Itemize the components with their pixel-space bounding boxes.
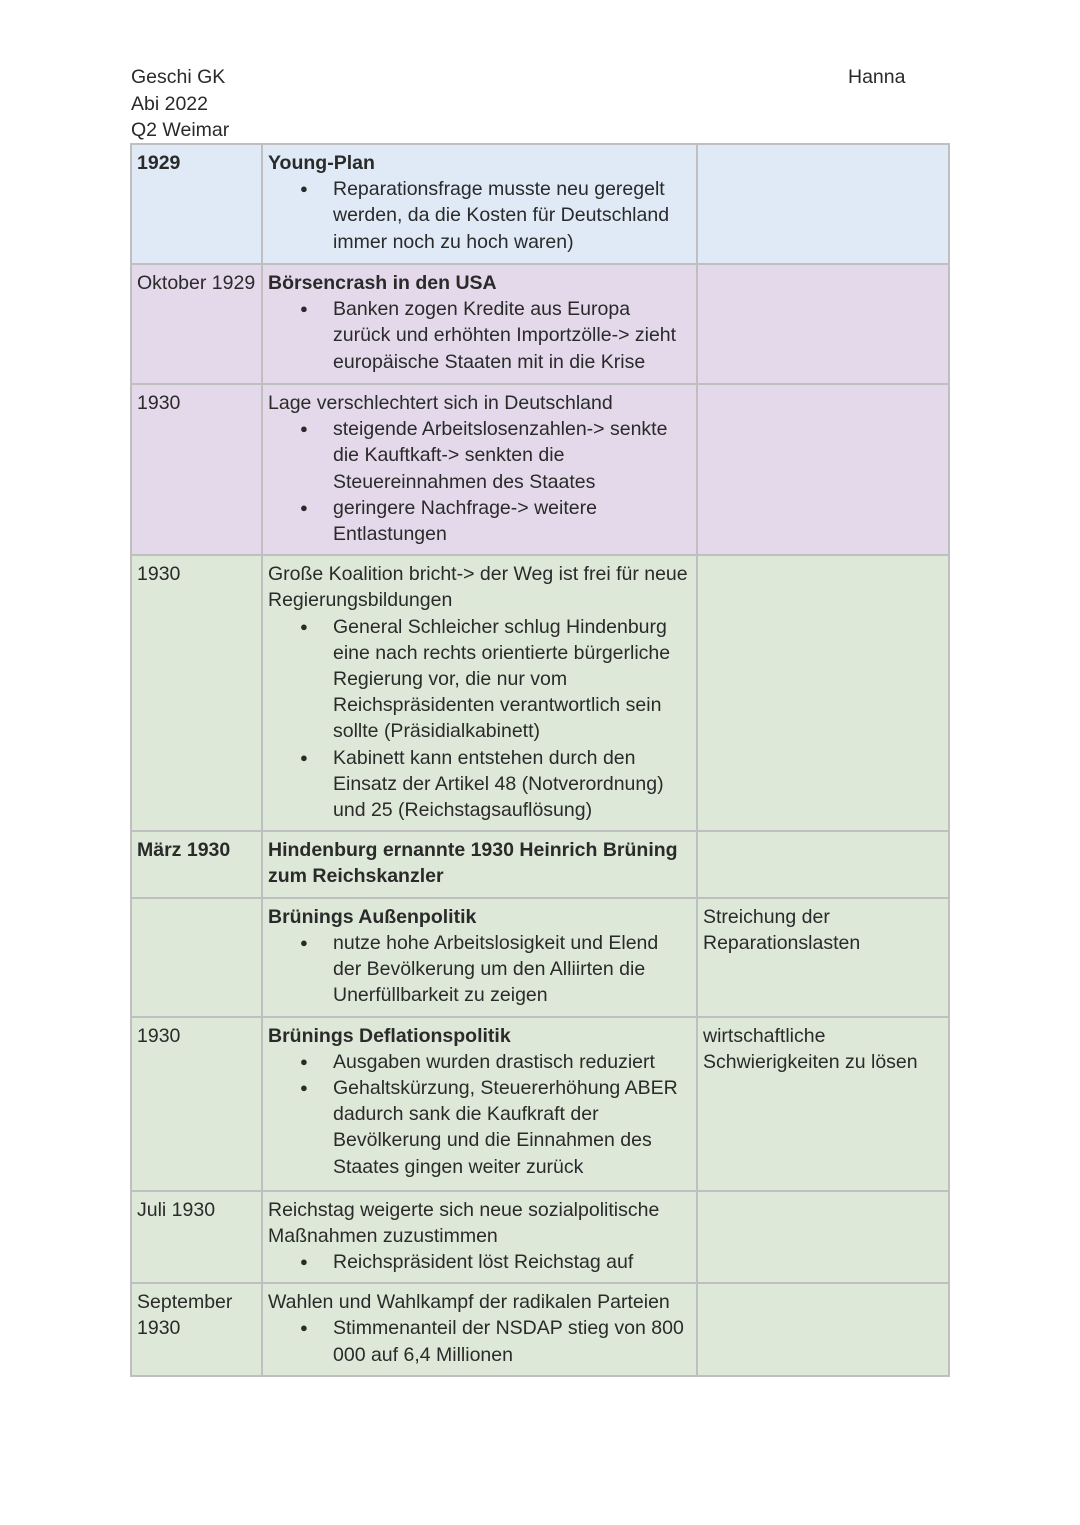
row-title: Wahlen und Wahlkampf der radikalen Parteien <box>268 1291 670 1314</box>
note-cell <box>697 898 949 1017</box>
note-cell <box>697 264 949 384</box>
timeline-table <box>130 143 950 1377</box>
row-date: 1929 <box>137 152 181 174</box>
event-cell <box>262 1017 697 1191</box>
row-title: Lage verschlechtert sich in Deutschland <box>268 392 613 414</box>
date-cell <box>131 831 262 897</box>
row-title: Börsencrash in den USA <box>268 272 497 294</box>
note-cell <box>697 1191 949 1284</box>
bullet-list <box>268 1249 691 1275</box>
bullet-point: ● Reparationsfrage musste neu geregelt werden, da die Kosten für Deutschland immer noch zu hoch waren) <box>333 176 691 255</box>
table-row <box>131 144 949 264</box>
bullet-point: ● Gehaltskürzung, Steuererhöhung ABER dadurch sank die Kaufkraft der Bevölkerung und die Einnahmen des Staates gingen weiter zurück <box>333 1075 691 1180</box>
table-row <box>131 898 949 1017</box>
bullet-list <box>268 930 691 1009</box>
table-row <box>131 1191 949 1284</box>
date-cell <box>131 144 262 264</box>
bullet-list <box>268 176 691 255</box>
row-note: wirtschaftliche Schwierigkeiten zu lösen <box>703 1024 918 1073</box>
table-row <box>131 555 949 831</box>
table-row <box>131 384 949 555</box>
event-cell <box>262 384 697 555</box>
event-cell <box>262 264 697 384</box>
note-cell <box>697 384 949 555</box>
row-date: Juli 1930 <box>137 1198 216 1221</box>
bullet-point: ● Kabinett kann entstehen durch den Einsatz der Artikel 48 (Notverordnung) und 25 (Reichstagsauflösung) <box>333 745 691 824</box>
date-cell <box>131 1191 262 1284</box>
row-date: 1930 <box>137 1024 181 1047</box>
bullet-list <box>268 1315 691 1367</box>
bullet-point: ● steigende Arbeitslosenzahlen-> senkte die Kauftkaft-> senkten die Steuereinnahmen des Staates <box>333 416 691 495</box>
unit-label: Q2 Weimar <box>131 119 230 141</box>
bullet-point: ● Stimmenanteil der NSDAP stieg von 800 000 auf 6,4 Millionen <box>333 1315 691 1367</box>
bullet-point: ● Banken zogen Kredite aus Europa zurück und erhöhten Importzölle-> zieht europäische Staaten mit in die Krise <box>333 296 691 375</box>
table-row <box>131 264 949 384</box>
date-cell <box>131 1283 262 1376</box>
date-cell <box>131 1017 262 1191</box>
date-cell <box>131 384 262 555</box>
row-title: Young-Plan <box>268 152 375 174</box>
event-cell <box>262 144 697 264</box>
table-row <box>131 831 949 897</box>
bullet-point: ● geringere Nachfrage-> weitere Entlastungen <box>333 495 691 547</box>
bullet-point: ● nutze hohe Arbeitslosigkeit und Elend der Bevölkerung um den Alliirten die Unerfüllbarkeit zu zeigen <box>333 930 691 1009</box>
document-header <box>131 64 229 144</box>
bullet-list <box>268 614 691 824</box>
row-date: Oktober 1929 <box>137 272 256 294</box>
bullet-point: ● Reichspräsident löst Reichstag auf <box>333 1249 691 1275</box>
note-cell <box>697 1283 949 1376</box>
event-cell <box>262 555 697 831</box>
row-title: Hindenburg ernannte 1930 Heinrich Brüning zum Reichskanzler <box>268 839 678 888</box>
event-cell <box>262 1283 697 1376</box>
year-label: Abi 2022 <box>131 92 208 115</box>
bullet-point: ● General Schleicher schlug Hindenburg eine nach rechts orientierte bürgerliche Regierung vor, die nur vom Reichspräsidenten verantwortlich sein sollte (Präsidialkabinett) <box>333 614 691 745</box>
author-label: Hanna <box>848 66 906 88</box>
note-cell <box>697 555 949 831</box>
row-date: März 1930 <box>137 839 231 862</box>
note-cell <box>697 144 949 264</box>
bullet-list <box>268 416 691 547</box>
table-row <box>131 1017 949 1191</box>
bullet-list <box>268 1049 691 1180</box>
row-date: September 1930 <box>137 1291 233 1340</box>
event-cell <box>262 898 697 1017</box>
course-label: Geschi GK <box>131 66 226 88</box>
bullet-list <box>268 296 691 375</box>
date-cell <box>131 555 262 831</box>
row-title: Große Koalition bricht-> der Weg ist frei für neue Regierungsbildungen <box>268 563 688 612</box>
note-cell <box>697 831 949 897</box>
bullet-point: ● Ausgaben wurden drastisch reduziert <box>333 1049 691 1075</box>
row-date: 1930 <box>137 563 181 586</box>
note-cell <box>697 1017 949 1191</box>
event-cell <box>262 1191 697 1284</box>
row-title: Brünings Außenpolitik <box>268 905 477 928</box>
row-title: Reichstag weigerte sich neue sozialpolitische Maßnahmen zuzustimmen <box>268 1198 660 1247</box>
date-cell <box>131 264 262 384</box>
row-title: Brünings Deflationspolitik <box>268 1024 511 1047</box>
row-date: 1930 <box>137 392 181 414</box>
event-cell <box>262 831 697 897</box>
row-note: Streichung der Reparationslasten <box>703 905 861 954</box>
date-cell <box>131 898 262 1017</box>
table-row <box>131 1283 949 1376</box>
